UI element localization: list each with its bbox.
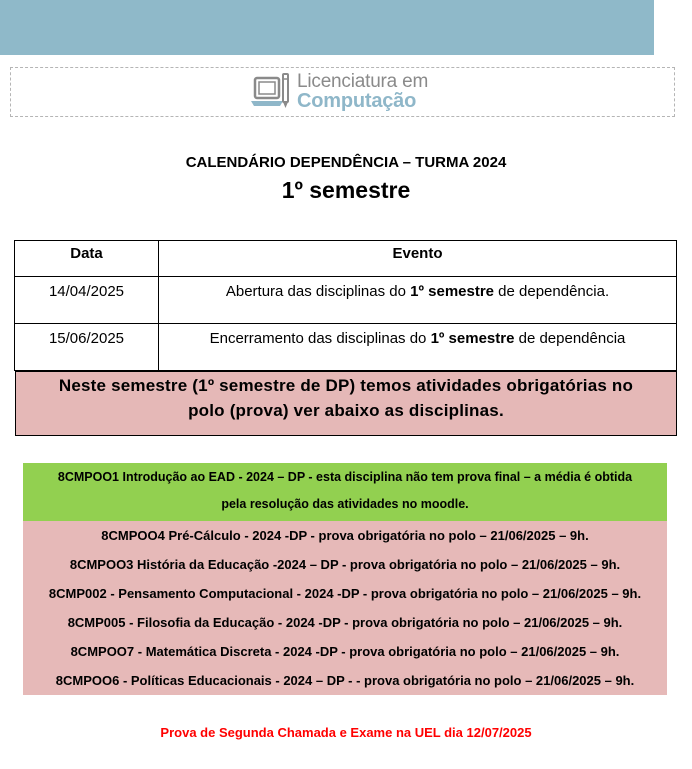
event-text: de dependência.	[494, 283, 610, 300]
event-description	[159, 324, 677, 371]
exam-list	[23, 521, 667, 695]
dp-notice-line: polo (prova) ver abaixo as disciplinas.	[188, 401, 504, 420]
page-subtitle: 1º semestre	[281, 177, 411, 203]
column-header-date: Data	[15, 241, 159, 277]
intro-ead-line: pela resolução das atividades no moodle.	[221, 497, 469, 511]
list-item: 8CMPOO6 - Políticas Educacionais - 2024 – DP - - prova obrigatória no polo – 21/06/2025 – 9h.	[55, 673, 635, 688]
list-item: 8CMP005 - Filosofia da Educação - 2024 -DP - prova obrigatória no polo – 21/06/2025 – 9h.	[67, 615, 623, 630]
logo-text-line2: Computação	[297, 90, 417, 112]
list-item: 8CMP002 - Pensamento Computacional - 2024 -DP - prova obrigatória no polo – 21/06/2025 – 9h.	[48, 586, 642, 601]
laptop-pen-icon	[250, 70, 294, 114]
event-text: Abertura das disciplinas do	[225, 283, 411, 300]
event-text-bold: 1º semestre	[430, 330, 515, 347]
table-row	[15, 277, 677, 324]
table-row	[15, 324, 677, 371]
intro-ead-note	[23, 463, 667, 521]
column-header-event: Evento	[159, 241, 677, 277]
second-call-notice: Prova de Segunda Chamada e Exame na UEL dia 12/07/2025	[160, 725, 532, 740]
event-description	[159, 277, 677, 324]
list-item: 8CMPOO7 - Matemática Discreta - 2024 -DP - prova obrigatória no polo – 21/06/2025 – 9h.	[70, 644, 620, 659]
event-date: 14/04/2025	[15, 277, 159, 324]
list-item: 8CMPOO4 Pré-Cálculo - 2024 -DP - prova obrigatória no polo – 21/06/2025 – 9h.	[101, 528, 589, 543]
page-title: CALENDÁRIO DEPENDÊNCIA – TURMA 2024	[185, 154, 507, 171]
dp-notice-box	[15, 371, 677, 436]
table-header-row	[15, 241, 677, 277]
event-text: Encerramento das disciplinas do	[209, 330, 431, 347]
dp-notice-line: Neste semestre (1º semestre de DP) temos atividades obrigatórias no	[58, 376, 634, 395]
course-logo	[250, 70, 450, 114]
header-bar	[0, 0, 654, 55]
events-table	[14, 240, 677, 371]
logo-text-line1: Licenciatura em	[297, 71, 429, 92]
event-text-bold: 1º semestre	[410, 283, 495, 300]
intro-ead-line: 8CMPOO1 Introdução ao EAD - 2024 – DP - esta disciplina não tem prova final – a média é obtida	[57, 470, 633, 484]
event-text: de dependência	[514, 330, 626, 347]
list-item: 8CMPOO3 História da Educação -2024 – DP - prova obrigatória no polo – 21/06/2025 – 9h.	[69, 557, 621, 572]
event-date: 15/06/2025	[15, 324, 159, 371]
